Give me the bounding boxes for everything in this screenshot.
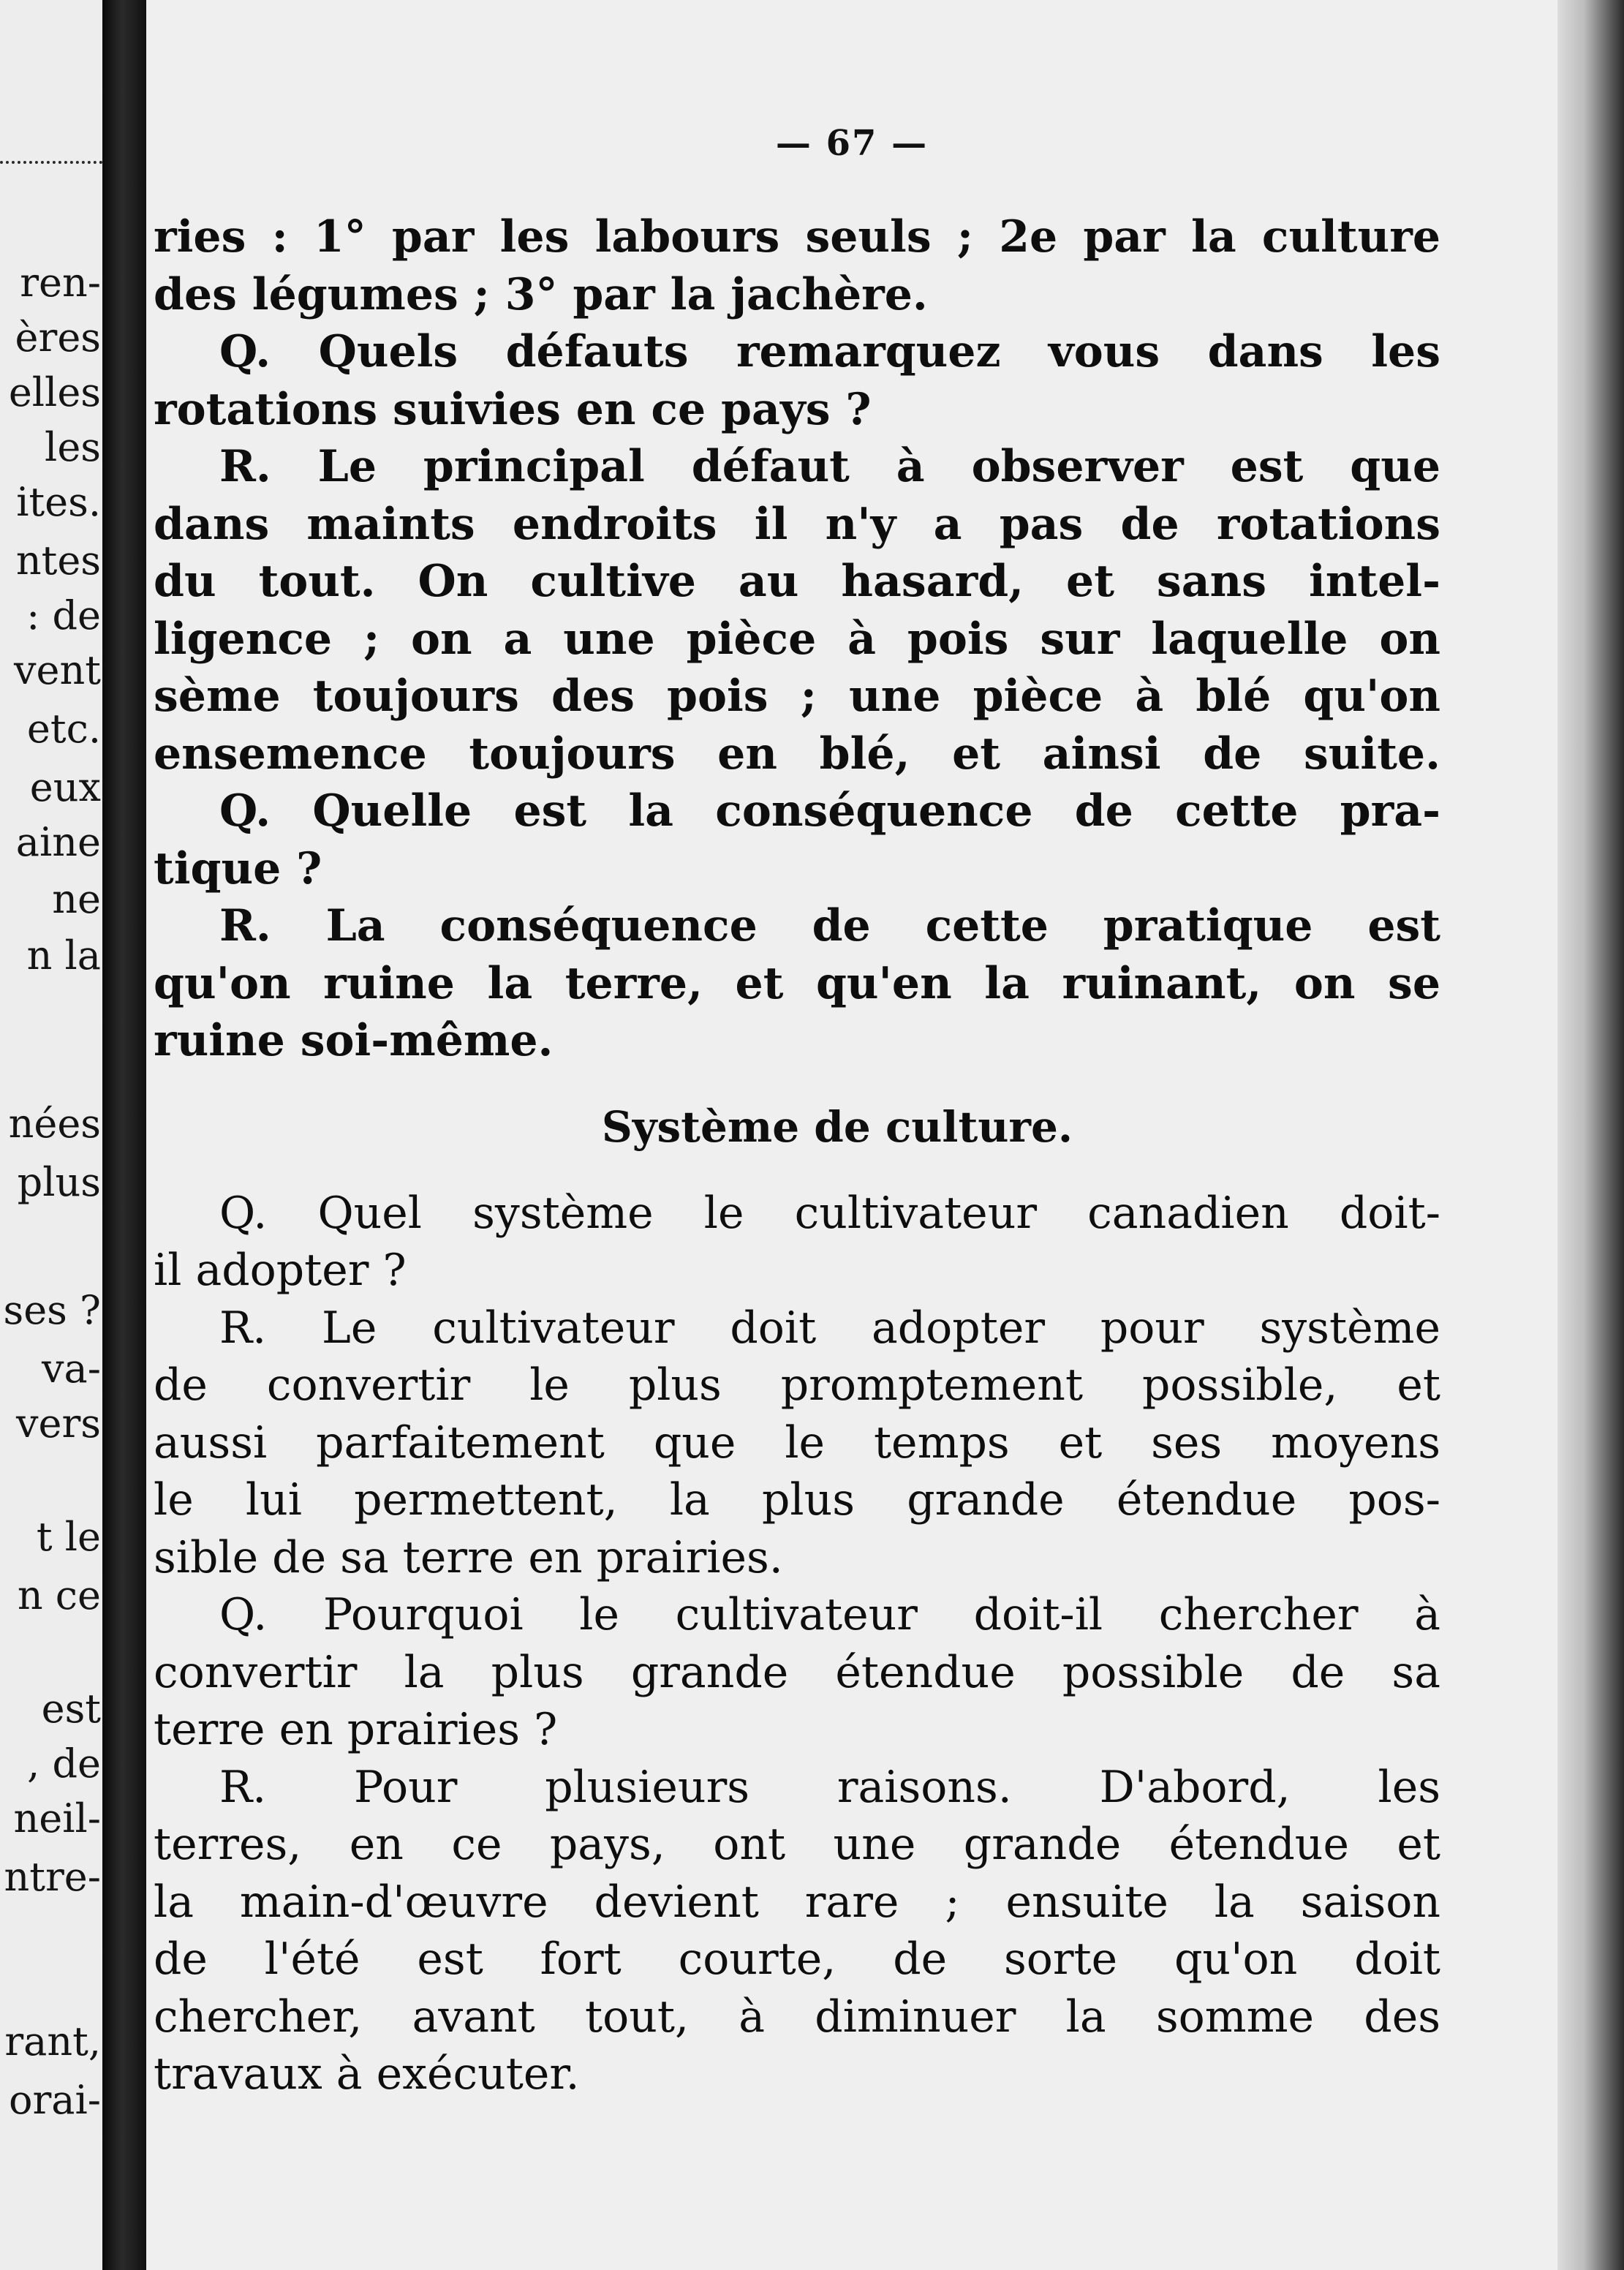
text-line: aussi parfaitement que le temps et ses moyens	[154, 1417, 1440, 1468]
text-line: du tout. On cultive au hasard, et sans intel-	[154, 556, 1440, 607]
text-line: des légumes ; 3° par la jachère.	[154, 268, 928, 320]
left-page-fragment: neil-	[13, 1795, 101, 1841]
left-page-fragment: : de	[26, 592, 101, 638]
left-page-fragment: etc.	[26, 706, 101, 752]
left-page-fragment: ères	[15, 314, 101, 361]
page-edge	[1557, 0, 1624, 2270]
left-page-fragment: ntes	[15, 538, 101, 584]
left-page-fragment: ses ?	[3, 1287, 101, 1333]
left-page-rule	[0, 161, 102, 167]
text-line: terres, en ce pays, ont une grande étendue et	[154, 1819, 1440, 1870]
left-page-fragment: va-	[42, 1346, 101, 1392]
left-page-fragment: elles	[8, 369, 101, 415]
left-page-fragment: vers	[16, 1400, 101, 1447]
book-gutter	[102, 0, 146, 2270]
text-line: de convertir le plus promptement possible, et	[154, 1360, 1440, 1411]
page-body-text	[154, 208, 1440, 2103]
text-line: R. Pour plusieurs raisons. D'abord, les	[219, 1761, 1440, 1813]
text-line: terre en prairies ?	[154, 1704, 558, 1755]
text-line: Q. Quels défauts remarquez vous dans les	[219, 326, 1440, 377]
text-line: sible de sa terre en prairies.	[154, 1531, 783, 1583]
text-line: ries : 1° par les labours seuls ; 2e par la culture	[154, 211, 1440, 263]
text-line: tique ?	[154, 842, 322, 894]
left-page-fragment: ren-	[20, 260, 101, 306]
left-page-fragment: nées	[8, 1101, 101, 1147]
left-page-fragment: plus	[17, 1159, 101, 1205]
book-page	[146, 0, 1557, 2270]
text-line: le lui permettent, la plus grande étendue pos-	[154, 1474, 1440, 1526]
left-page-fragment: ites.	[16, 479, 101, 525]
text-line: ensemence toujours en blé, et ainsi de suite.	[154, 728, 1440, 780]
text-line: R. Le principal défaut à observer est que	[219, 441, 1440, 492]
left-page-fragment: ntre-	[4, 1854, 101, 1900]
left-page-fragment: les	[45, 424, 101, 470]
text-line: Q. Pourquoi le cultivateur doit-il chercher à	[219, 1589, 1440, 1640]
text-line: sème toujours des pois ; une pièce à blé qu'on	[154, 671, 1440, 722]
text-line: il adopter ?	[154, 1245, 407, 1296]
text-line: qu'on ruine la terre, et qu'en la ruinant, on se	[154, 957, 1440, 1009]
left-page-fragment: ne	[52, 876, 101, 922]
text-line: rotations suivies en ce pays ?	[154, 383, 872, 435]
left-page-fragment: vent	[14, 647, 101, 693]
left-page-fragment: , de	[27, 1741, 101, 1787]
text-line: travaux à exécuter.	[154, 2048, 580, 2100]
page-number: — 67 —	[775, 123, 929, 164]
left-page-fragment: est	[41, 1686, 101, 1732]
text-line: de l'été est fort courte, de sorte qu'on doit	[154, 1934, 1440, 1985]
text-line: Q. Quel système le cultivateur canadien doit-	[219, 1187, 1440, 1239]
text-line: ligence ; on a une pièce à pois sur laquelle on	[154, 613, 1440, 665]
section-heading: Système de culture.	[601, 1101, 1073, 1152]
left-page-fragment: aine	[15, 819, 101, 865]
left-facing-page	[0, 0, 110, 2270]
text-line: dans maints endroits il n'y a pas de rotations	[154, 498, 1440, 550]
left-page-fragment: rant,	[4, 2018, 101, 2065]
left-page-fragment: n la	[26, 932, 101, 978]
text-line: Q. Quelle est la conséquence de cette pra-	[219, 785, 1440, 837]
left-page-fragment: orai-	[8, 2077, 101, 2123]
left-page-fragment: n ce	[17, 1572, 101, 1618]
text-line: ruine soi-même.	[154, 1015, 554, 1066]
text-line: R. Le cultivateur doit adopter pour système	[219, 1302, 1440, 1354]
text-line: R. La conséquence de cette pratique est	[219, 900, 1440, 951]
left-page-fragment: eux	[29, 764, 101, 810]
text-line: chercher, avant tout, à diminuer la somme des	[154, 1991, 1440, 2043]
text-line: convertir la plus grande étendue possible de sa	[154, 1646, 1440, 1698]
left-page-fragment: t le	[36, 1514, 101, 1560]
text-line: la main-d'œuvre devient rare ; ensuite la saison	[154, 1876, 1440, 1928]
